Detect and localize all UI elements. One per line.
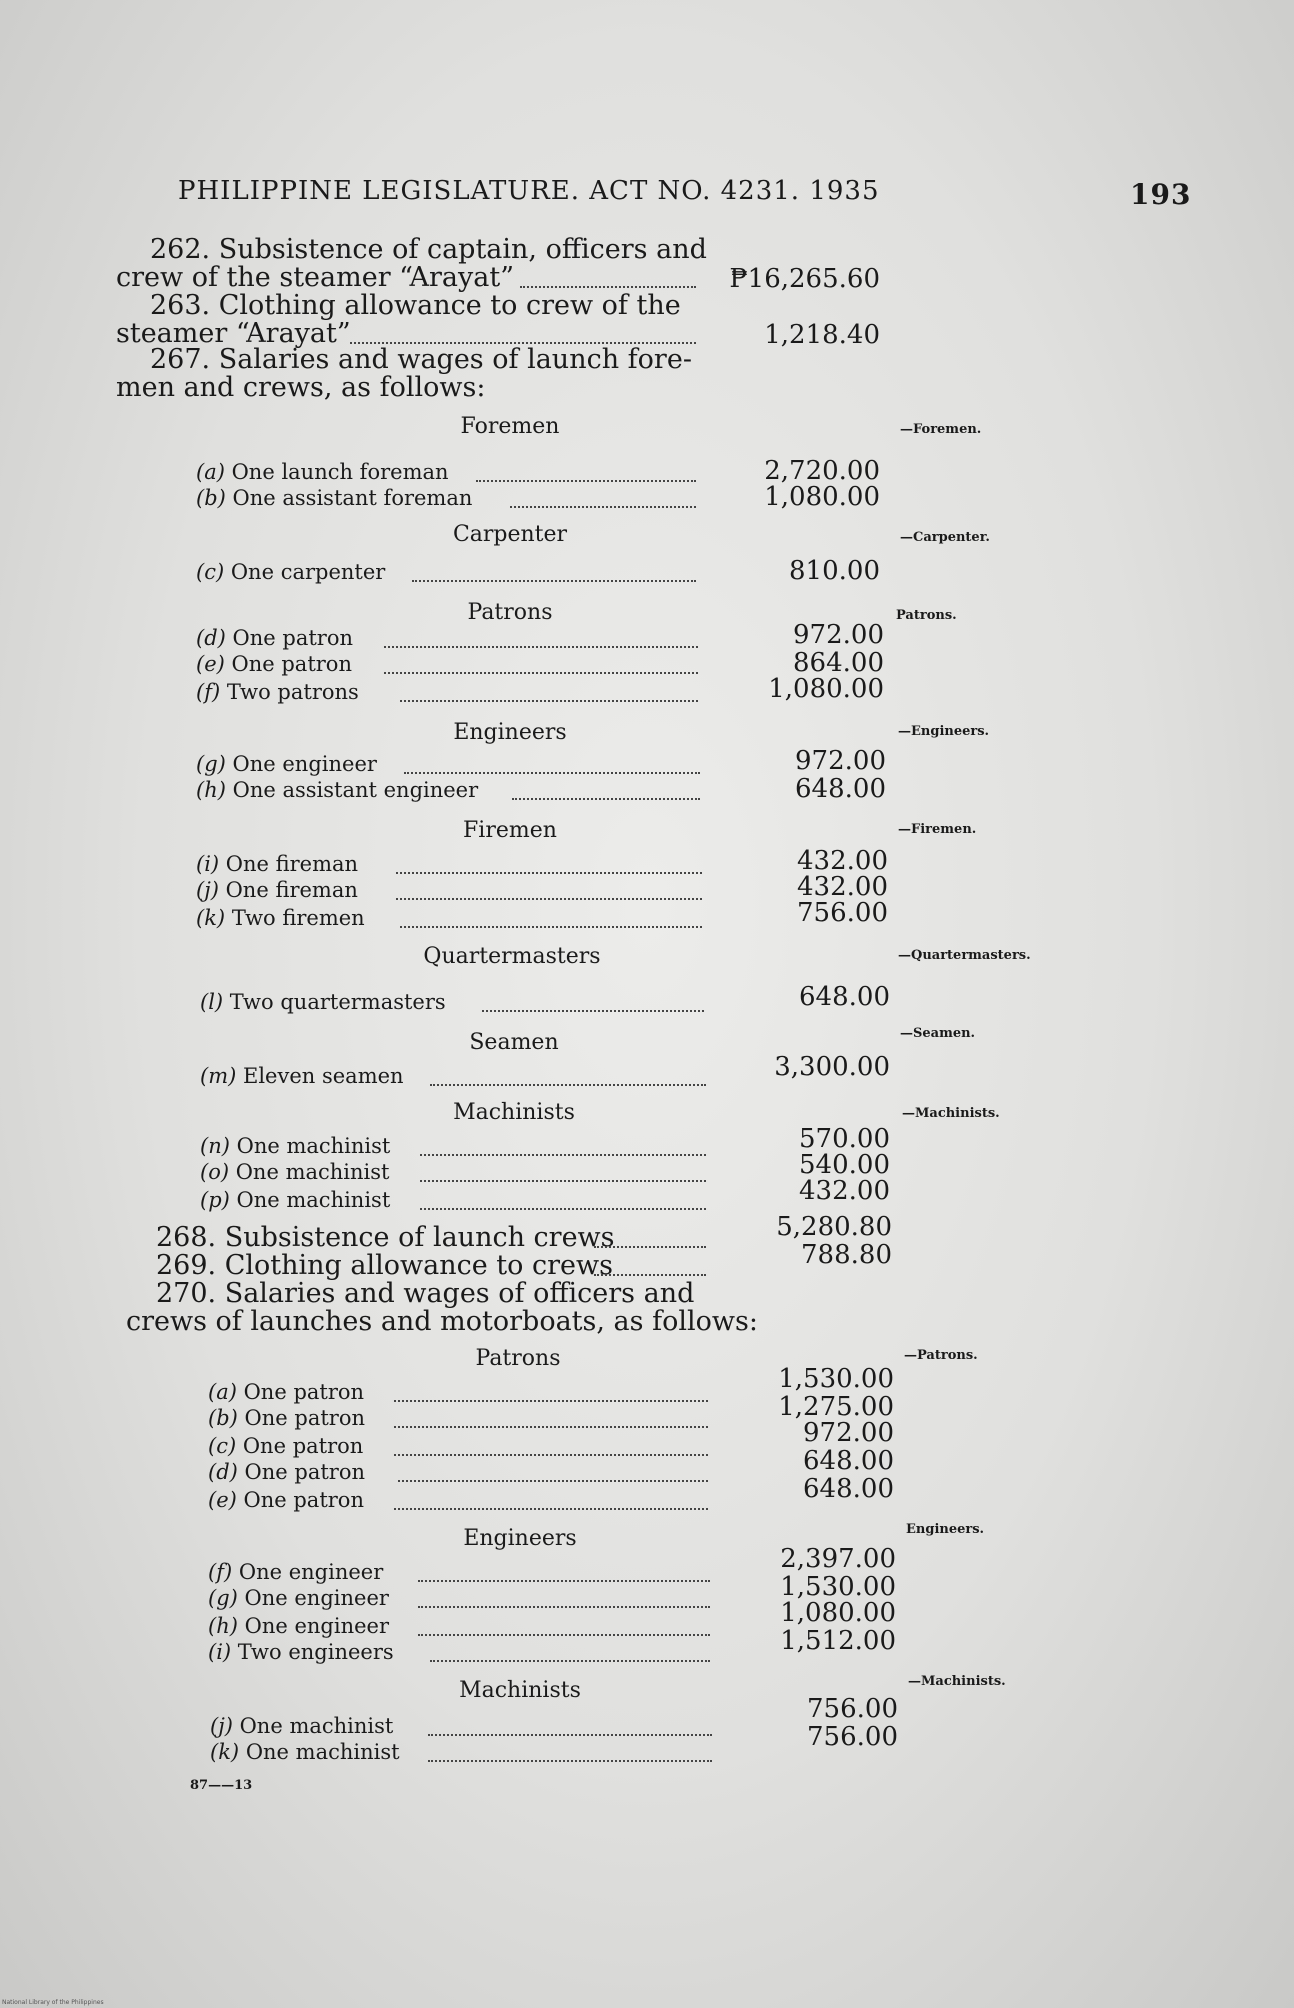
amount-l1: 648.00 xyxy=(799,982,890,1012)
amount-h2: 1,080.00 xyxy=(780,1598,896,1628)
item-i2: (i) Two engineers xyxy=(208,1640,394,1664)
leader-dots xyxy=(510,492,696,508)
item-j1: (j) One fireman xyxy=(196,878,358,902)
item-e1: (e) One patron xyxy=(196,652,352,676)
leader-dots xyxy=(418,1620,710,1636)
amount-h1: 648.00 xyxy=(795,774,886,804)
amount-k2: 756.00 xyxy=(807,1722,898,1752)
amount-o1: 540.00 xyxy=(799,1150,890,1180)
item-b2: (b) One patron xyxy=(208,1406,365,1430)
item-i1: (i) One fireman xyxy=(196,852,359,876)
leader-dots xyxy=(404,758,700,774)
item-b1: (b) One assistant foreman xyxy=(196,486,473,510)
leader-dots xyxy=(476,466,696,482)
leader-dots xyxy=(384,632,698,648)
page-number: 193 xyxy=(1130,178,1192,211)
para-268: 268. Subsistence of launch crews xyxy=(156,1222,615,1253)
heading-machinists: Machinists xyxy=(453,1100,575,1125)
para-270-line1: 270. Salaries and wages of officers and xyxy=(156,1278,695,1309)
leader-dots xyxy=(400,912,702,928)
item-g2: (g) One engineer xyxy=(208,1586,389,1610)
leader-dots xyxy=(420,1166,706,1182)
para-270-line2: crews of launches and motorboats, as follows: xyxy=(126,1306,758,1337)
para-263-line2: steamer “Arayat” xyxy=(116,318,351,349)
amount-269: 788.80 xyxy=(801,1240,892,1270)
leader-dots xyxy=(394,1440,708,1456)
leader-dots xyxy=(428,1720,712,1736)
leader-dots xyxy=(396,884,702,900)
item-c2: (c) One patron xyxy=(208,1434,364,1458)
margin-note-foremen: —Foremen. xyxy=(900,422,982,437)
heading-engineers: Engineers xyxy=(453,720,567,745)
margin-note-firemen: —Firemen. xyxy=(898,822,977,837)
heading-seamen: Seamen xyxy=(469,1030,559,1055)
leader-dots xyxy=(430,1646,710,1662)
margin-note-engineers-2: Engineers. xyxy=(906,1522,985,1537)
amount-i1: 432.00 xyxy=(797,846,888,876)
amount-a1: 2,720.00 xyxy=(764,456,880,486)
scan-credit: National Library of the Philippines xyxy=(2,1999,104,2006)
leader-dots xyxy=(394,1386,708,1402)
amount-p1: 432.00 xyxy=(799,1176,890,1206)
para-263-line1: 263. Clothing allowance to crew of the xyxy=(150,290,681,321)
item-d2: (d) One patron xyxy=(208,1460,365,1484)
item-j2: (j) One machinist xyxy=(210,1714,394,1738)
para-267-line1: 267. Salaries and wages of launch fore- xyxy=(150,344,692,375)
margin-note-patrons: Patrons. xyxy=(896,608,957,623)
margin-note-engineers: —Engineers. xyxy=(898,724,990,739)
amount-262: ₱16,265.60 xyxy=(729,264,880,294)
heading-foremen: Foremen xyxy=(460,414,560,439)
leader-dots xyxy=(420,1194,706,1210)
amount-k1: 756.00 xyxy=(797,898,888,928)
leader-dots xyxy=(418,1592,710,1608)
item-h1: (h) One assistant engineer xyxy=(196,778,479,802)
leader-dots xyxy=(430,1070,706,1086)
leader-dots xyxy=(350,328,696,344)
margin-note-patrons-2: —Patrons. xyxy=(904,1348,978,1363)
item-h2: (h) One engineer xyxy=(208,1614,389,1638)
heading-engineers-2: Engineers xyxy=(463,1526,577,1551)
amount-c2: 972.00 xyxy=(803,1418,894,1448)
item-c1: (c) One carpenter xyxy=(196,560,386,584)
amount-c1: 810.00 xyxy=(789,556,880,586)
amount-d1: 972.00 xyxy=(793,620,884,650)
item-d1: (d) One patron xyxy=(196,626,353,650)
leader-dots xyxy=(482,996,704,1012)
signature-mark: 87——13 xyxy=(190,1778,253,1793)
amount-b1: 1,080.00 xyxy=(764,482,880,512)
leader-dots xyxy=(398,1466,708,1482)
item-g1: (g) One engineer xyxy=(196,752,377,776)
para-267-line2: men and crews, as follows: xyxy=(116,372,486,403)
margin-note-carpenter: —Carpenter. xyxy=(900,530,990,545)
leader-dots xyxy=(428,1746,712,1762)
amount-d2: 648.00 xyxy=(803,1446,894,1476)
para-269: 269. Clothing allowance to crews xyxy=(156,1250,613,1281)
amount-263: 1,218.40 xyxy=(764,320,880,350)
amount-g1: 972.00 xyxy=(795,746,886,776)
leader-dots xyxy=(400,686,698,702)
margin-note-machinists: —Machinists. xyxy=(902,1106,1000,1121)
para-262-line1: 262. Subsistence of captain, officers and xyxy=(150,234,707,265)
leader-dots xyxy=(594,1232,706,1248)
amount-n1: 570.00 xyxy=(799,1124,890,1154)
item-f2: (f) One engineer xyxy=(208,1560,384,1584)
item-n1: (n) One machinist xyxy=(200,1134,391,1158)
amount-j2: 756.00 xyxy=(807,1694,898,1724)
item-p1: (p) One machinist xyxy=(200,1188,391,1212)
amount-j1: 432.00 xyxy=(797,872,888,902)
amount-268: 5,280.80 xyxy=(776,1212,892,1242)
heading-patrons: Patrons xyxy=(467,600,553,625)
item-m1: (m) Eleven seamen xyxy=(200,1064,404,1088)
leader-dots xyxy=(512,784,700,800)
margin-note-seamen: —Seamen. xyxy=(900,1026,976,1041)
amount-e1: 864.00 xyxy=(793,648,884,678)
item-f1: (f) Two patrons xyxy=(196,680,359,704)
heading-carpenter: Carpenter xyxy=(452,522,568,547)
leader-dots xyxy=(420,1140,706,1156)
amount-a2: 1,530.00 xyxy=(778,1364,894,1394)
margin-note-machinists-2: —Machinists. xyxy=(908,1674,1006,1689)
running-title: PHILIPPINE LEGISLATURE. ACT NO. 4231. 1935 xyxy=(178,176,880,206)
item-a1: (a) One launch foreman xyxy=(196,460,449,484)
item-k1: (k) Two firemen xyxy=(196,906,365,930)
leader-dots xyxy=(384,658,698,674)
item-k2: (k) One machinist xyxy=(210,1740,400,1764)
amount-m1: 3,300.00 xyxy=(774,1052,890,1082)
leader-dots xyxy=(394,1494,708,1510)
heading-patrons-2: Patrons xyxy=(475,1346,561,1371)
leader-dots xyxy=(594,1260,706,1276)
leader-dots xyxy=(418,1566,710,1582)
leader-dots xyxy=(412,566,696,582)
amount-i2: 1,512.00 xyxy=(780,1626,896,1656)
amount-f2: 2,397.00 xyxy=(780,1544,896,1574)
amount-g2: 1,530.00 xyxy=(780,1572,896,1602)
margin-note-quartermasters: —Quartermasters. xyxy=(898,948,1031,963)
amount-e2: 648.00 xyxy=(803,1474,894,1504)
leader-dots xyxy=(396,858,702,874)
item-e2: (e) One patron xyxy=(208,1488,364,1512)
leader-dots xyxy=(394,1412,708,1428)
heading-machinists-2: Machinists xyxy=(459,1678,581,1703)
heading-firemen: Firemen xyxy=(463,818,557,843)
item-o1: (o) One machinist xyxy=(200,1160,390,1184)
amount-f1: 1,080.00 xyxy=(768,674,884,704)
heading-quartermasters: Quartermasters xyxy=(423,944,601,969)
item-l1: (l) Two quartermasters xyxy=(200,990,446,1014)
leader-dots xyxy=(520,272,696,288)
para-262-line2: crew of the steamer “Arayat” xyxy=(116,262,515,293)
item-a2: (a) One patron xyxy=(208,1380,365,1404)
amount-b2: 1,275.00 xyxy=(778,1392,894,1422)
